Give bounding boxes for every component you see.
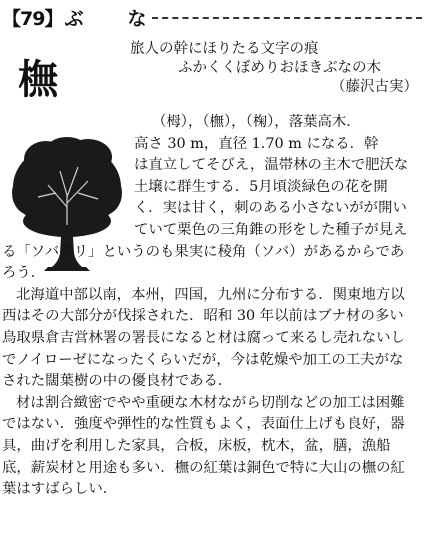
entry-number: 【79】 xyxy=(2,7,63,30)
body-line: された闊葉樹の中の優良材である． xyxy=(2,373,233,390)
body-line: 高さ 30 m，直径 1.70 m になる．幹 xyxy=(134,135,379,152)
body-line: る「ソバグリ」というのも果実に稜角（ソバ）があるからであ xyxy=(2,243,405,260)
body-line: 土壌に群生する．5月頃淡緑色の花を開 xyxy=(134,178,388,195)
body-line: 北海道中部以南，本州，四国，九州に分布する．関東地方以 xyxy=(16,286,405,303)
body-line: く．実は甘く，刺のある小さないがが開い xyxy=(134,200,407,217)
body-line: でノイローゼになったくらいだが，今は乾燥や加工の工夫がな xyxy=(2,351,404,368)
entry-kana-1: ぶ xyxy=(64,7,84,30)
body-line: 鳥取県倉吉営林署の署長になると材は腐って来るし売れないし xyxy=(2,329,405,346)
poem-line-2: ふかくくぼめりおほきぶなの木 xyxy=(178,60,381,76)
body-line: ろう． xyxy=(2,265,46,282)
poem-author: （藤沢古実） xyxy=(331,79,418,95)
body-line: 西はその大部分が伐採された．昭和 30 年以前はブナ材の多い xyxy=(2,308,404,325)
poem-block xyxy=(130,40,418,97)
entry-header xyxy=(2,3,422,31)
poem-line-1: 旅人の幹にほりたる文字の痕 xyxy=(130,41,319,57)
body-line: （栂），（橅），（椈），落葉高木． xyxy=(152,114,361,130)
body-line: 葉はすばらしい． xyxy=(2,481,118,498)
body-line: 材は割合緻密でやや重硬な木材ながら切削などの加工は困難 xyxy=(16,394,405,411)
body-line: は直立してそびえ，温帯林の主木で肥沃な xyxy=(134,157,409,174)
body-line: ではない．強度や弾性的な性質もよく，表面仕上げも良好，器 xyxy=(2,416,405,433)
body-line: 底，薪炭材と用途も多い．橅の紅葉は銅色で特に大山の橅の紅 xyxy=(2,459,405,476)
body-line: 具，曲げを利用した家具，合板，床板，枕木，盆，膳，漁船 xyxy=(2,437,391,454)
article-body xyxy=(2,112,420,501)
entry-kana-2: な xyxy=(127,7,147,30)
header-dashed-rule xyxy=(152,17,422,19)
title-kanji: 橅 xyxy=(18,56,58,103)
body-line: ていて栗色の三角錐の形をした種子が見え xyxy=(134,221,408,238)
